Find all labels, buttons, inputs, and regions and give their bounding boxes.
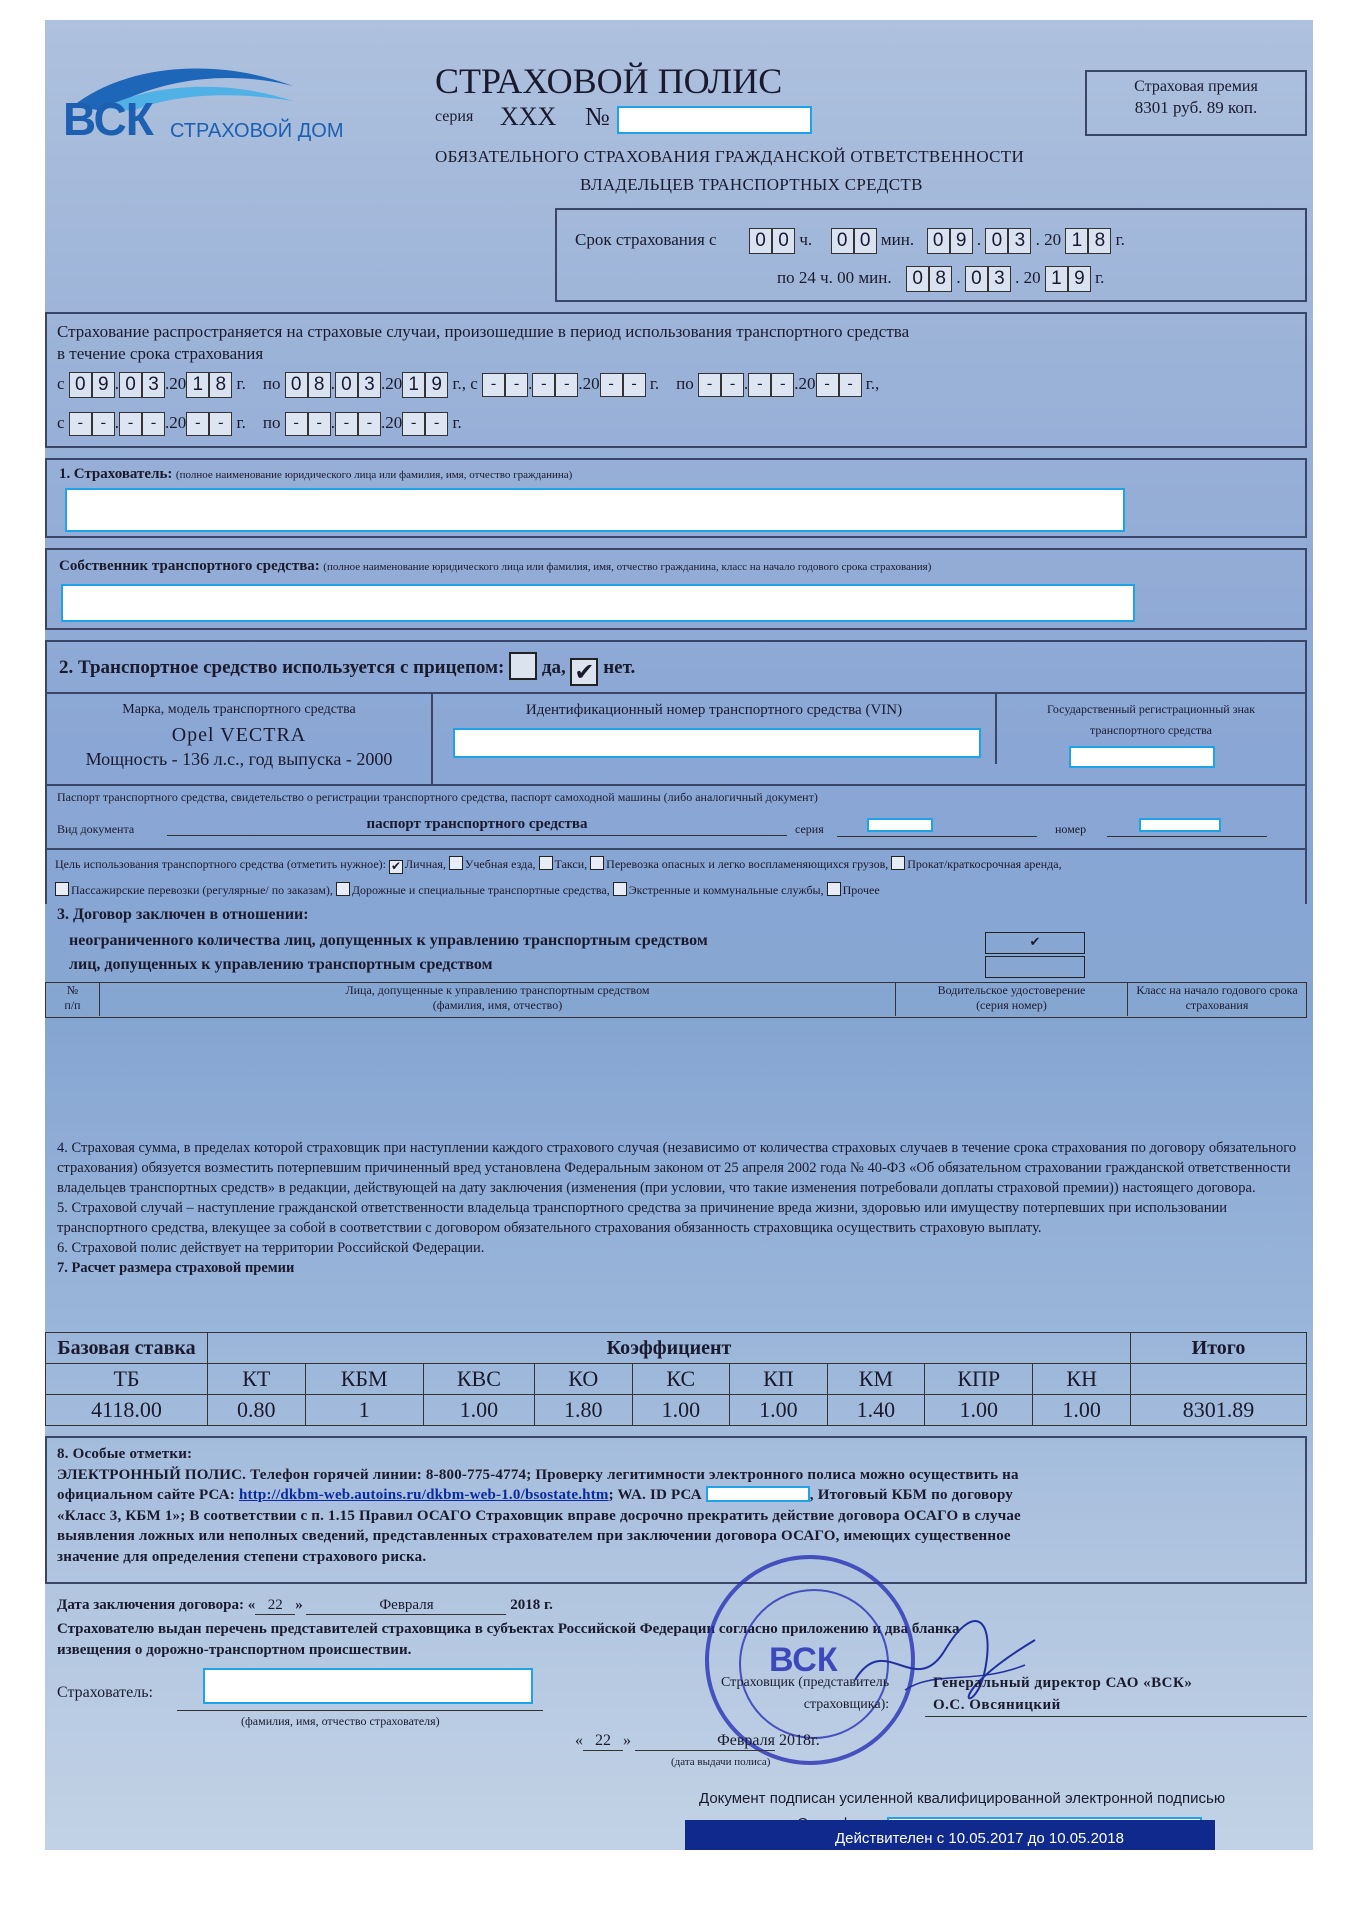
term-day-d2: 9	[950, 228, 973, 254]
usage-period-box	[45, 312, 1307, 448]
insurer-name-redacted	[65, 488, 1125, 532]
passport-series-label: серия	[795, 822, 824, 836]
calc-h-ks: КС	[632, 1364, 730, 1395]
p1-to-day-d2: 8	[308, 372, 331, 398]
calc-v-ko: 1.80	[535, 1395, 633, 1426]
vin-redacted	[453, 728, 981, 758]
p2-from-year-d1: -	[600, 373, 623, 397]
premium-box	[1085, 70, 1307, 136]
owner-name-redacted	[61, 584, 1135, 622]
p3-to-day-d2: -	[308, 412, 331, 436]
calc-base-label: Базовая ставка	[46, 1333, 208, 1364]
policy-title: СТРАХОВОЙ ПОЛИС	[435, 61, 783, 101]
p1-to-day-d1: 0	[285, 372, 308, 398]
p2-from-month-d1: -	[532, 373, 555, 397]
reg-cell	[995, 694, 1305, 764]
s3-label: 3. Договор заключен в отношении:	[57, 906, 309, 923]
logo-subtitle: СТРАХОВОЙ ДОМ	[170, 120, 344, 142]
esign-line3: Действителен с 10.05.2017 до 10.05.2018	[835, 1830, 1124, 1847]
contract-list1: Страхователю выдан перечень представителей страховщика в субъектах Российской Федерации согласно приложению и два бланка	[57, 1621, 960, 1637]
trailer-yes-label: да,	[541, 657, 566, 678]
p3-from-year-d2: -	[209, 412, 232, 436]
sections-4-7	[57, 1138, 1297, 1278]
s1-label: Страхователь:	[73, 466, 173, 482]
contract-year: 2018 г.	[510, 1597, 553, 1613]
term-h-label: ч.	[799, 229, 813, 249]
calc-h-kbm: КБМ	[305, 1364, 423, 1395]
s8-line3: «Класс 3, КБМ 1»; В соответствии с п. 1.15 Правил ОСАГО Страховщик вправе досрочно прекратить действие договора ОСАГО в случае	[57, 1507, 1021, 1524]
p2-from-day-d1: -	[482, 373, 505, 397]
calc-v-km: 1.40	[827, 1395, 925, 1426]
s8-line2	[57, 1485, 1297, 1506]
p1-to-g: г.,	[452, 373, 467, 393]
term-from-label: Срок страхования с	[575, 229, 717, 249]
term-min-d1: 0	[831, 228, 854, 254]
purpose-row1	[55, 856, 1062, 874]
doc-type-value: паспорт транспортного средства	[167, 816, 787, 836]
term-to-year-prefix: 20	[1023, 267, 1041, 287]
term-month-d2: 3	[1008, 228, 1031, 254]
purpose-dangerous-label: Перевозка опасных и легко воспламеняющихся грузов,	[606, 857, 889, 871]
policy-page	[45, 20, 1313, 1850]
term-min-label: мин.	[880, 229, 915, 249]
p3-to-day-d1: -	[285, 412, 308, 436]
p1-from-day-d2: 9	[92, 372, 115, 398]
trailer-yes-checkbox[interactable]	[509, 652, 537, 680]
reg-label1: Государственный регистрационный знак	[1046, 702, 1256, 716]
purpose-road-checkbox[interactable]	[336, 882, 350, 896]
s8-label: 8. Особые отметки:	[57, 1446, 193, 1462]
p2-to-month-d2: -	[771, 373, 794, 397]
number-label: №	[585, 102, 610, 131]
p2-to-year-d2: -	[839, 373, 862, 397]
calc-total-label: Итого	[1131, 1333, 1307, 1364]
calc-v-ks: 1.00	[632, 1395, 730, 1426]
purpose-training-checkbox[interactable]	[449, 856, 463, 870]
make-cell	[47, 694, 433, 784]
p2-from-label: с	[470, 373, 478, 393]
term-hour-d2: 0	[772, 228, 795, 254]
calc-h-tb: ТБ	[46, 1364, 208, 1395]
policy-number-redacted	[617, 106, 812, 134]
wa-id-redacted	[706, 1486, 810, 1502]
drivers-col-name-a: Лица, допущенные к управлению транспортным средством	[345, 983, 650, 997]
header-line2: ВЛАДЕЛЬЦЕВ ТРАНСПОРТНЫХ СРЕДСТВ	[580, 175, 923, 194]
insurer-sign-label: Страхователь:	[57, 1684, 153, 1701]
usage-row1: с 0 9 . 0 3 .20 1 8 г. по 0 8 . 0 3 .20 1 9 г., с - - . - - .20 - - г. по - - . - - .20 - - г.,	[57, 372, 879, 398]
vehicle-box	[45, 640, 1307, 812]
purpose-emergency-label: Экстренные и коммунальные службы,	[628, 883, 824, 897]
p2-to-year-prefix: 20	[798, 373, 816, 393]
purpose-row2	[55, 882, 880, 898]
purpose-rental-label: Прокат/краткосрочная аренда,	[907, 857, 1062, 871]
usage-text2: в течение срока страхования	[57, 344, 264, 363]
drivers-col-class-b: страхования	[1185, 998, 1249, 1012]
p1-to-year-d2: 9	[425, 372, 448, 398]
calc-v-tb: 4118.00	[46, 1395, 208, 1426]
term-to-day-d1: 0	[906, 266, 929, 292]
premium-calc-table	[45, 1332, 1307, 1426]
rsa-link[interactable]: http://dkbm-web.autoins.ru/dkbm-web-1.0/bsostate.htm	[238, 1487, 609, 1503]
owner-label-row	[59, 558, 931, 575]
s3-opt1-checkbox[interactable]: ✔	[985, 932, 1085, 954]
owner-box	[45, 548, 1307, 630]
insurer-sign-line	[177, 1710, 543, 1711]
passport-number-line	[1107, 836, 1267, 837]
director-title: Генеральный директор САО «ВСК»	[933, 1675, 1193, 1691]
calc-h-km: КМ	[827, 1364, 925, 1395]
s2-label: 2. Транспортное средство используется с прицепом:	[59, 657, 505, 678]
p3-to-label: по	[262, 412, 281, 432]
p2-to-label: по	[676, 373, 694, 393]
purpose-passenger-label: Пассажирские перевозки (регулярные/ по заказам),	[71, 883, 333, 897]
p3-from-month-d1: -	[119, 412, 142, 436]
director-name: О.С. Овсяницкий	[933, 1697, 1061, 1713]
purpose-training-label: Учебная езда,	[464, 857, 536, 871]
calc-h-ko: КО	[535, 1364, 633, 1395]
issue-year: 2018г.	[779, 1732, 820, 1749]
special-notes-text	[57, 1444, 1297, 1567]
p3-from-year-prefix: 20	[169, 412, 187, 432]
passport-number-label: номер	[1055, 822, 1087, 836]
insurer-label-row	[59, 466, 572, 483]
p3-to-year-d1: -	[402, 412, 425, 436]
divider	[47, 784, 1305, 786]
premium-label: Страховая премия	[1134, 78, 1258, 95]
trailer-no-label: нет.	[603, 657, 636, 678]
p2-from-g: г.	[649, 373, 660, 393]
calc-v-kvs: 1.00	[423, 1395, 534, 1426]
drivers-col-license-b: (серия номер)	[976, 998, 1047, 1012]
term-to-month-d2: 3	[988, 266, 1011, 292]
logo-brand: ВСК	[63, 93, 153, 145]
term-to-month-d1: 0	[965, 266, 988, 292]
usage-row2: с - - . - - .20 - - г. по - - . - - .20 - - г.	[57, 412, 462, 436]
term-to-row: по 24 ч. 00 мин. 0 8 . 0 3 . 20 1 9 г.	[777, 266, 1104, 292]
s8-line1: ЭЛЕКТРОННЫЙ ПОЛИС. Телефон горячей линии: 8-800-775-4774; Проверку легитимности электронного полиса можно осуществить на	[57, 1466, 1019, 1483]
s8-line2c: , Итоговый КБМ по договору	[809, 1487, 1013, 1503]
purpose-box	[45, 848, 1307, 904]
p1-to-year-d1: 1	[402, 372, 425, 398]
trailer-no-checkbox[interactable]: ✔	[570, 658, 598, 686]
purpose-taxi-checkbox[interactable]	[539, 856, 553, 870]
drivers-col-num	[46, 983, 100, 1016]
p3-to-year-prefix: 20	[385, 412, 403, 432]
p3-to-year-d2: -	[425, 412, 448, 436]
issue-close: »	[623, 1732, 631, 1749]
vin-label: Идентификационный номер транспортного средства (VIN)	[525, 702, 903, 718]
drivers-col-num-a: №	[66, 983, 79, 997]
esign-line1: Документ подписан усиленной квалифицированной электронной подписью	[699, 1790, 1226, 1807]
s8-line2a: официальном сайте РСА:	[57, 1487, 239, 1503]
s8-line4: выявления ложных или неполных сведений, представленных страхователем при заключении договора ОСАГО, имеющих существенное	[57, 1528, 1011, 1544]
issue-note: (дата выдачи полиса)	[671, 1756, 771, 1768]
term-to-label: по 24 ч. 00 мин.	[777, 267, 892, 287]
usage-from-label: с	[57, 373, 65, 393]
drivers-col-class-a: Класс на начало годового срока	[1136, 983, 1298, 997]
p2-to-year-d1: -	[816, 373, 839, 397]
passport-series-line	[837, 836, 1037, 837]
insurer-sign-redacted	[203, 1668, 533, 1704]
term-from-row: Срок страхования с 0 0 ч. 0 0 мин. 0 9 . 0 3 . 20 1 8 г.	[575, 228, 1125, 254]
p1-from-day-d1: 0	[69, 372, 92, 398]
contract-date-label: Дата заключения договора: «	[57, 1597, 256, 1613]
director-block	[933, 1672, 1192, 1716]
owner-label: Собственник транспортного средства:	[59, 558, 320, 574]
drivers-col-license-a: Водительское удостоверение	[937, 983, 1086, 997]
p1-to-month-d2: 3	[358, 372, 381, 398]
term-hour-d1: 0	[749, 228, 772, 254]
term-to-year-d2: 9	[1068, 266, 1091, 292]
p3-from-year-d1: -	[186, 412, 209, 436]
drivers-col-class	[1128, 983, 1306, 1016]
seal-brand: ВСК	[769, 1641, 838, 1679]
calc-v-kbm: 1	[305, 1395, 423, 1426]
s3-block	[45, 904, 1307, 982]
p2-to-day-d1: -	[698, 373, 721, 397]
p1-from-month-d1: 0	[119, 372, 142, 398]
drivers-col-license	[896, 983, 1128, 1016]
special-notes-box	[45, 1436, 1307, 1584]
drivers-table-header	[45, 982, 1307, 1018]
series-value: XXX	[500, 102, 557, 131]
purpose-dangerous-checkbox[interactable]	[590, 856, 604, 870]
purpose-other-label: Прочее	[842, 883, 880, 897]
doc-type-label: Вид документа	[57, 822, 135, 836]
usage-text1: Страхование распространяется на страховые случаи, произошедшие в период использования транспортного средства	[57, 322, 910, 341]
insurer-box	[45, 458, 1307, 538]
calc-v-kpr: 1.00	[925, 1395, 1033, 1426]
contract-date-row	[57, 1597, 553, 1615]
calc-v-total: 8301.89	[1131, 1395, 1307, 1426]
purpose-other-checkbox[interactable]	[827, 882, 841, 896]
s7-text: 7. Расчет размера страховой премии	[57, 1260, 295, 1276]
term-year-prefix: 20	[1044, 229, 1062, 249]
s3-opt2: лиц, допущенных к управлению транспортным средством	[69, 956, 493, 973]
issue-day: 22	[583, 1732, 623, 1751]
p2-from-day-d2: -	[505, 373, 528, 397]
p1-from-year-prefix: 20	[169, 373, 187, 393]
s8-line5: значение для определения степени страхового риска.	[57, 1548, 427, 1565]
s3-opt2-checkbox[interactable]	[985, 956, 1085, 978]
p2-from-year-prefix: 20	[582, 373, 600, 393]
term-year-d1: 1	[1065, 228, 1088, 254]
s6-text: 6. Страховой полис действует на территории Российской Федерации.	[57, 1240, 485, 1256]
make-value: Opel VECTRA	[171, 724, 307, 746]
calc-h-kp: КП	[730, 1364, 828, 1395]
p3-to-month-d1: -	[335, 412, 358, 436]
term-min-d2: 0	[854, 228, 877, 254]
reg-redacted	[1069, 746, 1215, 768]
p1-from-month-d2: 3	[142, 372, 165, 398]
trailer-row	[59, 652, 635, 686]
purpose-personal-label: Личная,	[404, 857, 446, 871]
power-value: Мощность - 136 л.с., год выпуска - 2000	[85, 749, 393, 769]
p3-from-day-d1: -	[69, 412, 92, 436]
drivers-col-name-b: (фамилия, имя, отчество)	[432, 998, 563, 1012]
term-year-d2: 8	[1088, 228, 1111, 254]
issue-date-row	[575, 1732, 820, 1751]
contract-close: »	[295, 1597, 303, 1613]
passport-row	[45, 812, 1307, 848]
calc-v-kp: 1.00	[730, 1395, 828, 1426]
p1-from-year-d1: 1	[186, 372, 209, 398]
p1-from-g: г.	[236, 373, 246, 393]
calc-v-kt: 0.80	[208, 1395, 306, 1426]
term-to-year-suffix: г.	[1095, 267, 1105, 287]
term-month-d1: 0	[985, 228, 1008, 254]
term-to-day-d2: 8	[929, 266, 952, 292]
purpose-personal-checkbox[interactable]: ✔	[390, 859, 402, 873]
vin-cell	[433, 694, 995, 784]
p3-from-label: с	[57, 412, 65, 432]
p1-from-year-d2: 8	[209, 372, 232, 398]
drivers-col-num-b: п/п	[64, 998, 81, 1012]
rep-label2: страховщика):	[803, 1697, 890, 1712]
contract-day: 22	[255, 1597, 295, 1615]
p3-from-g: г.	[236, 412, 246, 432]
issue-open: «	[575, 1732, 583, 1749]
rep-label	[721, 1672, 889, 1716]
s8-line2b: ; WA. ID РСА	[608, 1487, 702, 1503]
contract-month: Февраля	[306, 1597, 506, 1615]
term-to-year-d1: 1	[1045, 266, 1068, 292]
p2-to-day-d2: -	[721, 373, 744, 397]
passport-number-redacted	[1139, 818, 1221, 832]
term-day-d1: 0	[927, 228, 950, 254]
term-box	[555, 208, 1307, 302]
term-year-suffix: г.	[1115, 229, 1125, 249]
p2-from-year-d2: -	[623, 373, 646, 397]
purpose-label: Цель использования транспортного средства (отметить нужное):	[55, 857, 386, 871]
calc-h-kvs: КВС	[423, 1364, 534, 1395]
calc-h-total-empty	[1131, 1364, 1307, 1395]
reg-label2: транспортного средства	[1089, 723, 1213, 737]
p3-to-g: г.	[452, 412, 462, 432]
s1-note: (полное наименование юридического лица или фамилия, имя, отчество гражданина)	[175, 469, 573, 481]
s5-text: 5. Страховой случай – наступление гражданской ответственности владельца транспортного средства за причинение вреда жизни, здоровью или имуществу потерпевших при использовании транспортного средства, влекущее за собой в соответствии с договором обязательного страхования обязанность страховщика осуществить страховую выплату.	[57, 1200, 1227, 1236]
purpose-rental-checkbox[interactable]	[891, 856, 905, 870]
purpose-emergency-checkbox[interactable]	[613, 882, 627, 896]
rep-label1: Страховщик (представитель	[721, 1675, 890, 1690]
p1-to-year-prefix: 20	[385, 373, 403, 393]
drivers-col-name	[100, 983, 896, 1016]
issue-month: Февраля	[635, 1732, 775, 1751]
header-line1: ОБЯЗАТЕЛЬНОГО СТРАХОВАНИЯ ГРАЖДАНСКОЙ ОТВЕТСТВЕННОСТИ	[435, 147, 1025, 166]
p2-to-g: г.,	[865, 373, 880, 393]
premium-value: 8301 руб. 89 коп.	[1134, 98, 1258, 117]
p3-from-month-d2: -	[142, 412, 165, 436]
s4-text: 4. Страховая сумма, в пределах которой страховщик при наступлении каждого страхового случая (независимо от количества страховых случаев в течение срока страхования по договору обязательного страхования) обязуется возместить потерпевшим причиненный вред установлена Федеральным законом от 25 апреля 2002 года № 40-ФЗ «Об обязательном страховании гражданской ответственности владельцев транспортных средств» в редакции, действующей на дату заключения (изменения (при условии, что такие изменения потребовали доплаты страховой премии)) настоящего договора.	[57, 1140, 1297, 1196]
purpose-taxi-label: Такси,	[554, 857, 588, 871]
purpose-passenger-checkbox[interactable]	[55, 882, 69, 896]
contract-list2: извещения о дорожно-транспортном происшествии.	[57, 1642, 412, 1658]
p1-to-label: по	[262, 373, 281, 393]
s3-opt1: неограниченного количества лиц, допущенных к управлению транспортным средством	[69, 932, 708, 949]
p3-from-day-d2: -	[92, 412, 115, 436]
series-label: серия	[435, 108, 474, 125]
owner-note: (полное наименование юридического лица или фамилия, имя, отчество гражданина, класс на начало годового срока страхования)	[323, 561, 932, 573]
purpose-road-label: Дорожные и специальные транспортные средства,	[351, 883, 610, 897]
director-line	[925, 1716, 1307, 1717]
calc-h-kt: КТ	[208, 1364, 306, 1395]
calc-h-kn: КН	[1033, 1364, 1131, 1395]
s1-num: 1.	[59, 466, 71, 482]
calc-v-kn: 1.00	[1033, 1395, 1131, 1426]
calc-h-kpr: КПР	[925, 1364, 1033, 1395]
p3-to-month-d2: -	[358, 412, 381, 436]
p2-from-month-d2: -	[555, 373, 578, 397]
passport-label: Паспорт транспортного средства, свидетельство о регистрации транспортного средства, паспорт самоходной машины (либо аналогичный документ)	[57, 790, 818, 804]
make-label: Марка, модель транспортного средства	[122, 702, 356, 717]
p1-to-month-d1: 0	[335, 372, 358, 398]
p2-to-month-d1: -	[748, 373, 771, 397]
passport-series-redacted	[867, 818, 933, 832]
insurer-sign-note: (фамилия, имя, отчество страхователя)	[241, 1714, 440, 1728]
calc-coef-label: Коэффициент	[208, 1333, 1131, 1364]
